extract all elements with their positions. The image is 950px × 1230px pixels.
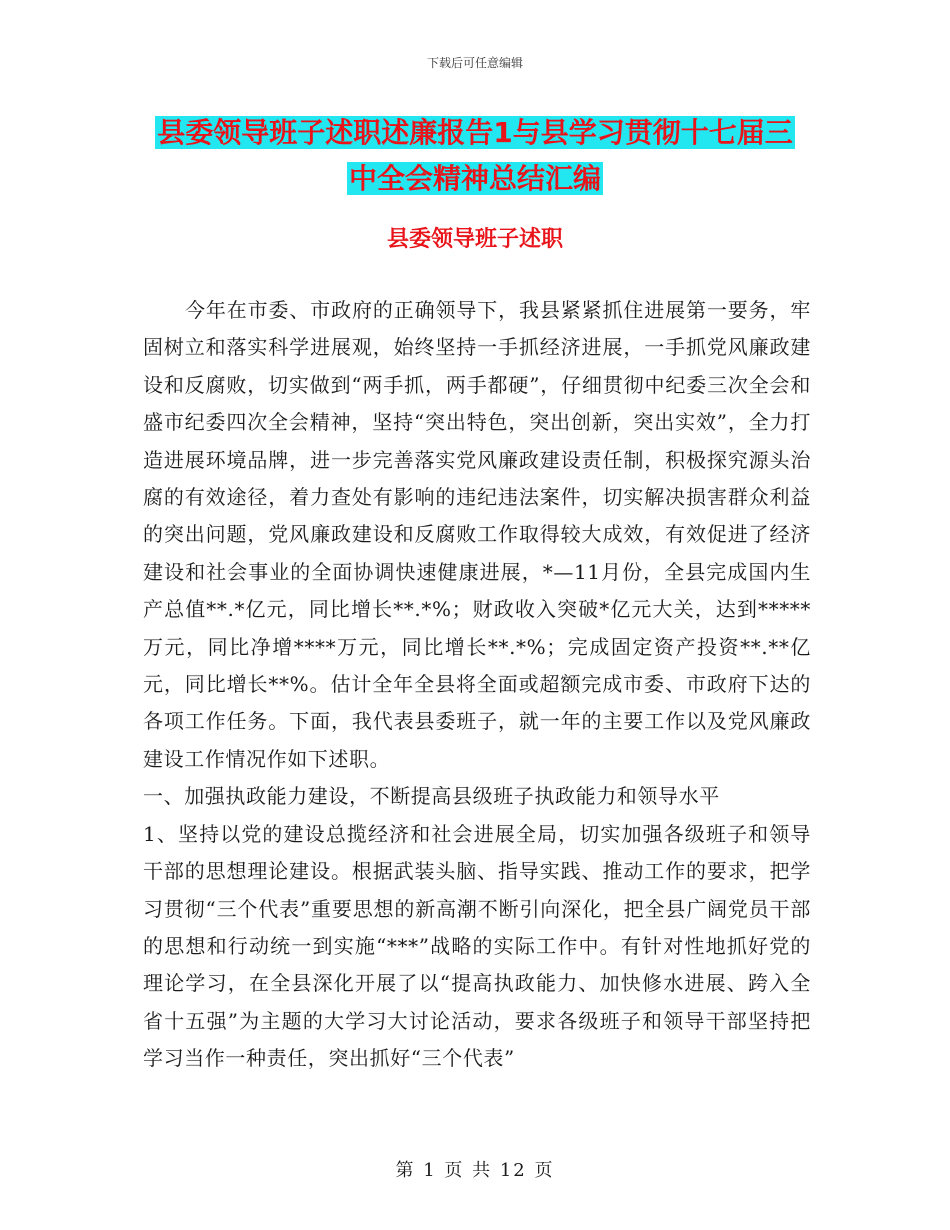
document-title	[150, 110, 800, 202]
section-title: 县委领导班子述职	[386, 227, 563, 252]
body-text	[143, 292, 811, 1078]
title-line-1: 县委领导班子述职述廉报告1与县学习贯彻十七届三	[157, 116, 793, 149]
paragraph-intro: 今年在市委、市政府的正确领导下，我县紧紧抓住进展第一要务，牢固树立和落实科学进展观，始终坚持一手抓经济进展，一手抓党风廉政建设和反腐败，切实做到“两手抓，两手都硬”，仔细贯彻中纪委三次全会和盛市纪委四次全会精神，坚持“突出特色，突出创新，突出实效”，全力打造进展环境品牌，进一步完善落实党风廉政建设责任制，积极探究源头治腐的有效途径，着力查处有影响的违纪违法案件，切实解决损害群众利益的突出问题，党风廉政建设和反腐败工作取得较大成效，有效促进了经济建设和社会事业的全面协调快速健康进展，*—11月份，全县完成国内生产总值**.*亿元，同比增长**.*%；财政收入突破*亿元大关，达到*****万元，同比净增****万元，同比增长**.*%；完成固定资产投资**.**亿元，同比增长**%。估计全年全县将全面或超额完成市委、市政府下达的各项工作任务。下面，我代表县委班子，就一年的主要工作以及党风廉政建设工作情况作如下述职。	[143, 298, 811, 771]
page-footer: 第 1 页 共 12 页	[395, 1160, 555, 1181]
paragraph-heading-1: 一、加强执政能力建设，不断提高县级班子执政能力和领导水平	[143, 784, 720, 809]
paragraph-item-1: 1、坚持以党的建设总揽经济和社会进展全局，切实加强各级班子和领导干部的思想理论建设。根据武装头脑、指导实践、推动工作的要求，把学习贯彻“三个代表”重要思想的新高潮不断引向深化，把全县广阔党员干部的思想和行动统一到实施“***”战略的实际工作中。有针对性地抓好党的理论学习，在全县深化开展了以“提高执政能力、加快修水进展、跨入全省十五强”为主题的大学习大讨论活动，要求各级班子和领导干部坚持把学习当作一种责任，突出抓好“三个代表”	[143, 821, 811, 1071]
title-line-2: 中全会精神总结汇编	[348, 162, 601, 195]
header-note: 下载后可任意编辑	[426, 56, 523, 70]
